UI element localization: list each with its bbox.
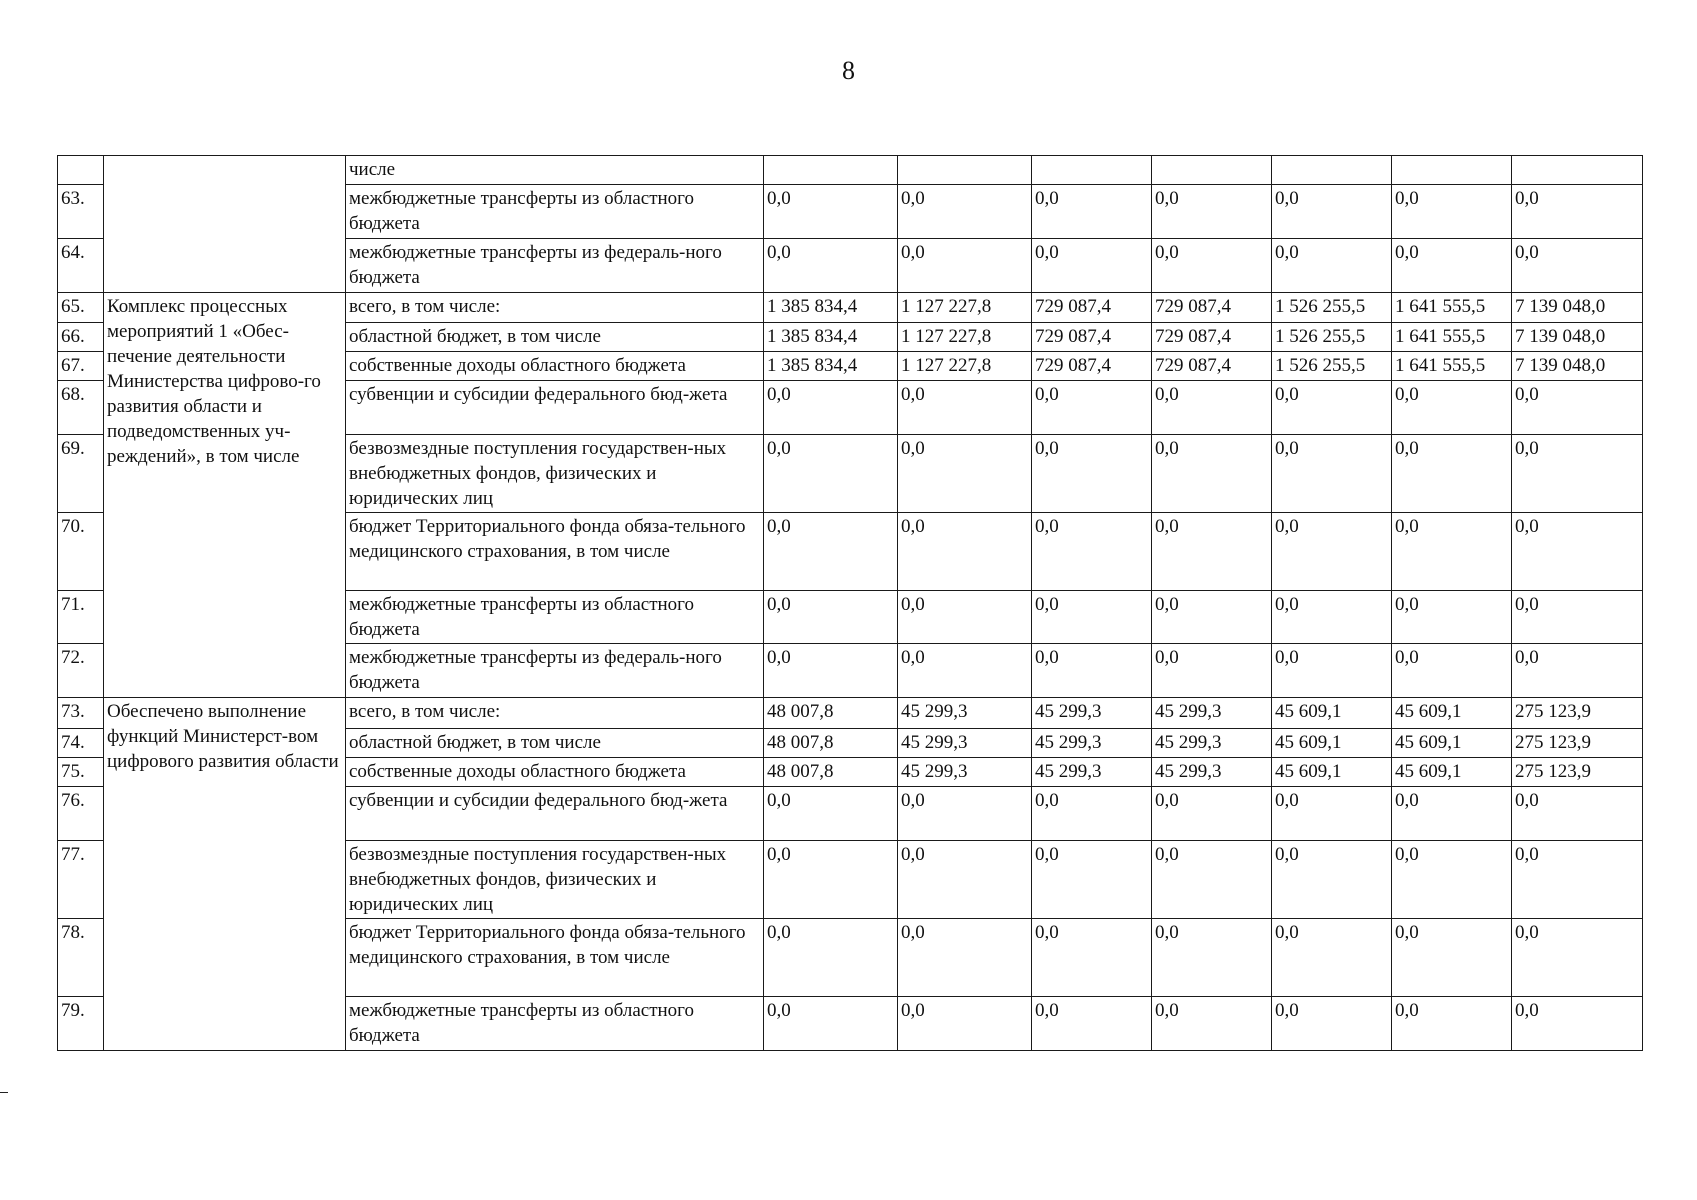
row-description: субвенции и субсидии федерального бюд-жета [346,787,764,841]
value-cell: 45 299,3 [898,729,1032,758]
row-number: 72. [58,644,104,698]
value-cell: 0,0 [1152,381,1272,435]
value-cell: 0,0 [1512,997,1643,1051]
row-number: 79. [58,997,104,1051]
value-cell: 1 526 255,5 [1272,293,1392,323]
value-cell: 0,0 [1392,644,1512,698]
value-cell: 0,0 [1152,997,1272,1051]
value-cell: 0,0 [1272,787,1392,841]
value-cell: 0,0 [1152,239,1272,293]
row-description: собственные доходы областного бюджета [346,352,764,381]
value-cell: 0,0 [1272,513,1392,591]
row-number: 65. [58,293,104,323]
value-cell: 0,0 [764,239,898,293]
value-cell: 275 123,9 [1512,729,1643,758]
value-cell: 0,0 [1032,787,1152,841]
value-cell [1032,156,1152,185]
row-number: 71. [58,591,104,644]
value-cell: 1 127 227,8 [898,293,1032,323]
row-description: межбюджетные трансферты из федераль-ного бюджета [346,239,764,293]
row-description: областной бюджет, в том числе [346,323,764,352]
value-cell: 0,0 [764,513,898,591]
row-number: 69. [58,435,104,513]
table-row [58,156,1643,185]
value-cell: 0,0 [1032,644,1152,698]
value-cell: 45 299,3 [898,698,1032,729]
row-description: безвозмездные поступления государствен-ных внебюджетных фондов, физических и юридических лиц [346,841,764,919]
value-cell: 0,0 [1032,591,1152,644]
value-cell: 0,0 [764,919,898,997]
value-cell: 48 007,8 [764,758,898,787]
value-cell: 0,0 [764,841,898,919]
group-label [104,156,346,293]
value-cell: 0,0 [1512,239,1643,293]
value-cell: 0,0 [1032,381,1152,435]
value-cell [1512,156,1643,185]
value-cell: 0,0 [1152,513,1272,591]
value-cell: 0,0 [1152,185,1272,239]
table-body [58,156,1643,1051]
value-cell: 0,0 [1392,997,1512,1051]
value-cell [898,156,1032,185]
value-cell: 0,0 [1272,185,1392,239]
row-description: числе [346,156,764,185]
value-cell: 48 007,8 [764,729,898,758]
value-cell: 0,0 [1272,841,1392,919]
value-cell: 0,0 [1392,513,1512,591]
value-cell: 0,0 [898,239,1032,293]
value-cell: 48 007,8 [764,698,898,729]
group-label: Комплекс процессных мероприятий 1 «Обес-печение деятельности Министерства цифрово-го развития области и подведомственных уч-реждений», в том числе [104,293,346,698]
value-cell [1152,156,1272,185]
row-number: 64. [58,239,104,293]
value-cell: 0,0 [1272,381,1392,435]
value-cell: 45 609,1 [1272,758,1392,787]
value-cell: 1 385 834,4 [764,293,898,323]
value-cell: 45 299,3 [898,758,1032,787]
value-cell: 45 299,3 [1152,758,1272,787]
value-cell: 0,0 [1152,919,1272,997]
row-description: бюджет Территориального фонда обяза-тельного медицинского страхования, в том числе [346,513,764,591]
value-cell: 45 609,1 [1392,758,1512,787]
value-cell: 45 299,3 [1152,698,1272,729]
value-cell: 729 087,4 [1152,323,1272,352]
value-cell: 45 609,1 [1272,698,1392,729]
value-cell: 1 641 555,5 [1392,293,1512,323]
value-cell: 0,0 [1272,997,1392,1051]
value-cell: 0,0 [898,513,1032,591]
value-cell: 729 087,4 [1032,293,1152,323]
value-cell: 0,0 [1032,997,1152,1051]
value-cell: 0,0 [1512,919,1643,997]
value-cell: 0,0 [1512,787,1643,841]
value-cell: 729 087,4 [1152,293,1272,323]
value-cell: 729 087,4 [1152,352,1272,381]
value-cell: 0,0 [1152,435,1272,513]
value-cell: 45 299,3 [1152,729,1272,758]
value-cell: 0,0 [764,185,898,239]
row-description: собственные доходы областного бюджета [346,758,764,787]
row-description: всего, в том числе: [346,698,764,729]
row-number: 78. [58,919,104,997]
value-cell: 0,0 [1392,591,1512,644]
value-cell: 1 385 834,4 [764,352,898,381]
value-cell: 0,0 [898,435,1032,513]
value-cell: 0,0 [1392,239,1512,293]
value-cell: 45 609,1 [1392,698,1512,729]
row-number: 68. [58,381,104,435]
value-cell: 0,0 [1152,841,1272,919]
row-number: 63. [58,185,104,239]
row-number: 77. [58,841,104,919]
value-cell: 0,0 [1512,644,1643,698]
value-cell [1392,156,1512,185]
value-cell: 0,0 [1392,185,1512,239]
value-cell: 45 609,1 [1392,729,1512,758]
value-cell: 0,0 [1272,644,1392,698]
value-cell: 0,0 [1032,435,1152,513]
row-number: 76. [58,787,104,841]
value-cell: 0,0 [1392,381,1512,435]
value-cell: 0,0 [898,919,1032,997]
group-label: Обеспечено выполнение функций Министерст-вом цифрового развития области [104,698,346,1051]
value-cell [1272,156,1392,185]
value-cell: 0,0 [1152,644,1272,698]
value-cell [764,156,898,185]
value-cell: 0,0 [1152,787,1272,841]
row-number: 73. [58,698,104,729]
edge-mark [0,1092,8,1093]
row-description: межбюджетные трансферты из областного бюджета [346,997,764,1051]
value-cell: 0,0 [764,381,898,435]
budget-table [57,155,1643,1051]
value-cell: 0,0 [1512,185,1643,239]
row-description: бюджет Территориального фонда обяза-тельного медицинского страхования, в том числе [346,919,764,997]
value-cell: 0,0 [1032,841,1152,919]
row-number: 74. [58,729,104,758]
page-number: 8 [842,56,855,85]
row-description: межбюджетные трансферты из областного бюджета [346,185,764,239]
value-cell: 0,0 [898,787,1032,841]
value-cell: 0,0 [1392,787,1512,841]
value-cell: 275 123,9 [1512,698,1643,729]
value-cell: 0,0 [1392,435,1512,513]
row-description: межбюджетные трансферты из федераль-ного бюджета [346,644,764,698]
row-description: всего, в том числе: [346,293,764,323]
value-cell: 0,0 [1392,841,1512,919]
value-cell: 1 526 255,5 [1272,323,1392,352]
value-cell: 1 641 555,5 [1392,323,1512,352]
value-cell: 45 609,1 [1272,729,1392,758]
value-cell: 729 087,4 [1032,323,1152,352]
value-cell: 1 127 227,8 [898,352,1032,381]
value-cell: 0,0 [1272,591,1392,644]
value-cell: 0,0 [1512,381,1643,435]
row-description: областной бюджет, в том числе [346,729,764,758]
value-cell: 0,0 [764,997,898,1051]
value-cell: 0,0 [898,841,1032,919]
table-row [58,293,1643,323]
value-cell: 0,0 [764,787,898,841]
value-cell: 0,0 [764,435,898,513]
value-cell: 1 385 834,4 [764,323,898,352]
value-cell: 0,0 [1512,591,1643,644]
value-cell: 0,0 [1272,435,1392,513]
value-cell: 0,0 [1152,591,1272,644]
value-cell: 1 526 255,5 [1272,352,1392,381]
row-description: субвенции и субсидии федерального бюд-жета [346,381,764,435]
row-description: межбюджетные трансферты из областного бюджета [346,591,764,644]
value-cell: 7 139 048,0 [1512,323,1643,352]
row-description: безвозмездные поступления государствен-ных внебюджетных фондов, физических и юридических лиц [346,435,764,513]
value-cell: 0,0 [898,997,1032,1051]
value-cell: 45 299,3 [1032,758,1152,787]
value-cell: 0,0 [1032,185,1152,239]
value-cell: 1 641 555,5 [1392,352,1512,381]
value-cell: 0,0 [1512,435,1643,513]
row-number: 75. [58,758,104,787]
table-row [58,698,1643,729]
row-number [58,156,104,185]
value-cell: 7 139 048,0 [1512,293,1643,323]
value-cell: 0,0 [1032,919,1152,997]
value-cell: 0,0 [764,591,898,644]
row-number: 66. [58,323,104,352]
value-cell: 0,0 [1032,239,1152,293]
value-cell: 0,0 [1272,919,1392,997]
value-cell: 45 299,3 [1032,729,1152,758]
row-number: 70. [58,513,104,591]
value-cell: 1 127 227,8 [898,323,1032,352]
value-cell: 0,0 [1512,513,1643,591]
value-cell: 729 087,4 [1032,352,1152,381]
value-cell: 0,0 [898,381,1032,435]
value-cell: 275 123,9 [1512,758,1643,787]
value-cell: 0,0 [898,644,1032,698]
value-cell: 0,0 [1032,513,1152,591]
value-cell: 0,0 [898,185,1032,239]
value-cell: 0,0 [898,591,1032,644]
value-cell: 45 299,3 [1032,698,1152,729]
value-cell: 0,0 [1272,239,1392,293]
value-cell: 0,0 [1392,919,1512,997]
value-cell: 0,0 [1512,841,1643,919]
row-number: 67. [58,352,104,381]
value-cell: 0,0 [764,644,898,698]
value-cell: 7 139 048,0 [1512,352,1643,381]
